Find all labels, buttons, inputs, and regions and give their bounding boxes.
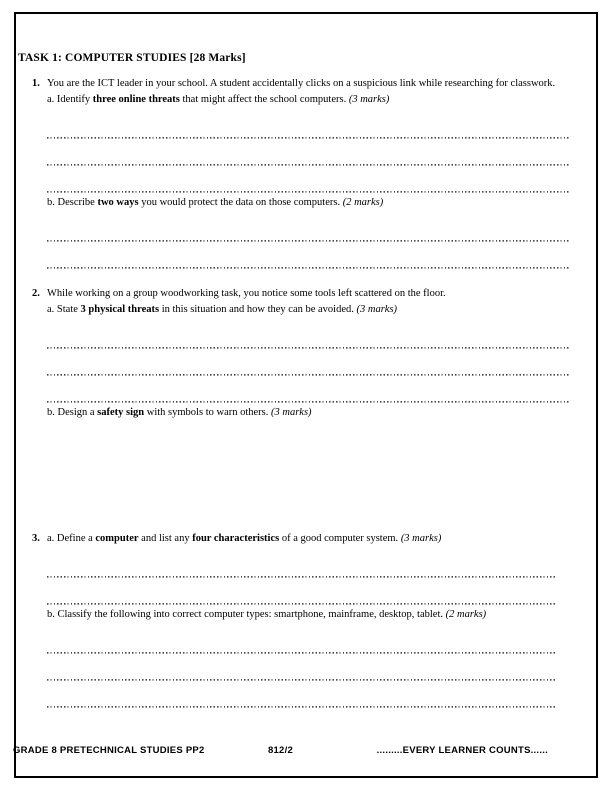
- footer-motto: .........EVERY LEARNER COUNTS......: [376, 745, 548, 756]
- question-1a-text: a. Identify three online threats that might affect the school computers. (3 marks): [47, 94, 390, 105]
- question-1-intro: You are the ICT leader in your school. A student accidentally clicks on a suspicious link while researching for classwork.: [47, 78, 556, 89]
- answer-line: [47, 551, 555, 578]
- answer-line: [47, 112, 570, 139]
- answer-line: [47, 242, 570, 269]
- question-body: [47, 287, 588, 516]
- answer-lines-group: [47, 322, 588, 403]
- question-body: [47, 77, 588, 269]
- question-number: 2.: [32, 288, 40, 299]
- question-2a-text: a. State 3 physical threats in this situation and how they can be avoided. (3 marks): [47, 304, 398, 315]
- answer-line: [47, 322, 570, 349]
- question-1b-text: b. Describe two ways you would protect the data on those computers. (2 marks): [47, 197, 384, 208]
- question-2b-text: b. Design a safety sign with symbols to warn others. (3 marks): [47, 407, 312, 418]
- answer-line: [47, 578, 555, 605]
- answer-line: [47, 215, 570, 242]
- question-2: [16, 287, 596, 516]
- question-1: [16, 77, 596, 269]
- footer-paper-code: 812/2: [267, 745, 294, 756]
- answer-line: [47, 166, 570, 193]
- question-number: 1.: [32, 78, 40, 89]
- question-body: [47, 532, 588, 708]
- page-border-frame: [14, 12, 598, 778]
- page-footer: [13, 745, 596, 756]
- task-title: TASK 1: COMPUTER STUDIES [28 Marks]: [18, 52, 246, 64]
- question-3: [16, 532, 596, 708]
- answer-line: [47, 654, 555, 681]
- question-number: 3.: [32, 533, 40, 544]
- answer-lines-group: [47, 627, 588, 708]
- answer-line: [47, 376, 570, 403]
- question-3a-text: a. Define a computer and list any four characteristics of a good computer system. (3 marks): [47, 533, 442, 544]
- answer-line: [47, 139, 570, 166]
- answer-lines-group: [47, 551, 588, 605]
- questions-container: [16, 77, 596, 708]
- answer-line: [47, 627, 555, 654]
- answer-lines-group: [47, 215, 588, 269]
- answer-line: [47, 681, 555, 708]
- footer-paper-name: GRADE 8 PRETECHNICAL STUDIES PP2: [13, 745, 205, 756]
- question-3b-text: b. Classify the following into correct computer types: smartphone, mainframe, desktop, tablet. (2 marks): [47, 609, 487, 620]
- answer-line: [47, 349, 570, 376]
- answer-lines-group: [47, 112, 588, 193]
- safety-sign-drawing-space: [47, 420, 588, 516]
- question-2-intro: While working on a group woodworking task, you notice some tools left scattered on the floor.: [47, 288, 446, 299]
